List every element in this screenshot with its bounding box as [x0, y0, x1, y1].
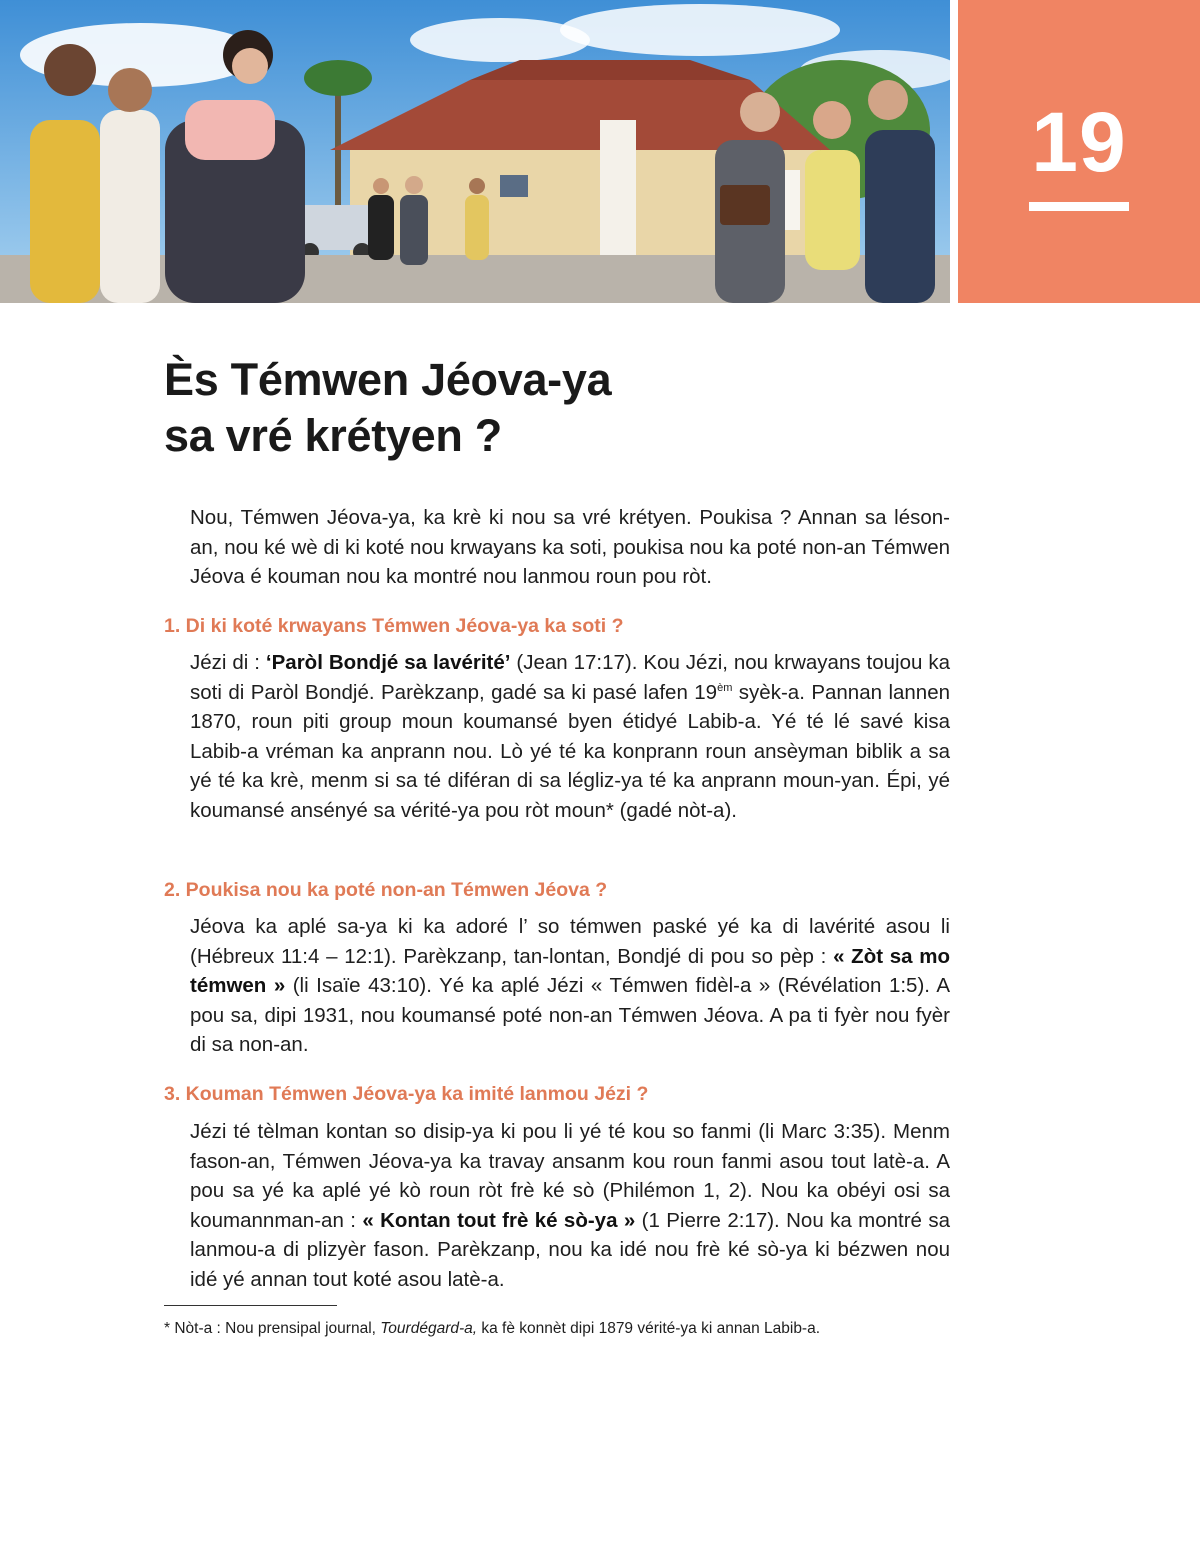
section-3-text-a: Jézi té tèlman kontan so disip-ya ki pou li yé té kou so fanmi (li Marc 3:35). Menm fason-an, Témwen Jéova-ya ka travay ansanm kou roun fanmi asou tout latè-a. A pou sa yé ka aplé yé kò roun ròt frè ké sò (Philémon 1, 2). Nou ka obéyi osi sa koumannman-an : — [190, 1120, 950, 1232]
section-1-text-b: (Jean 17:17). Kou Jézi, nou krwayans toujou ka soti di Paròl Bondjé. Parèkzanp, gadé sa ki pasé lafen 19 — [190, 651, 950, 704]
footnote — [164, 1318, 820, 1340]
page-title — [164, 352, 611, 464]
section-3-paragraph — [190, 1117, 950, 1294]
section-1-paragraph — [190, 648, 950, 825]
footnote-prefix: * Nòt-a : Nou prensipal journal, — [164, 1320, 381, 1337]
section-1-text-c: syèk-a. Pannan lannen 1870, roun piti group moun koumansé byen étidyé Labib-a. Yé té lé savé kisa Labib-a vréman ka anprann nou. Lò yé té ka konprann roun ansèyman biblik a sa yé té ka krè, menm si sa té diféran di sa légliz-ya té ka anprann moun-yan. Épi, yé koumansé ansényé sa vérité-ya pou ròt moun* (gadé nòt-a). — [190, 680, 950, 822]
section-3-text-b: (1 Pierre 2:17). Nou ka montré sa lanmou-a di plizyèr fason. Parèkzanp, nou ka idé nou frè ké sò-ya ki bézwen nou idé yé annan tout koté asou latè-a. — [190, 1208, 950, 1291]
question-1-heading: 1. Di ki koté krwayans Témwen Jéova-ya ka soti ? — [164, 615, 624, 637]
footnote-journal-title: Tourdégard-a, — [380, 1320, 478, 1337]
title-line-2: sa vré krétyen ? — [164, 410, 502, 461]
header-photo — [0, 0, 950, 303]
section-2-text-a: Jéova ka aplé sa-ya ki ka adoré l’ so témwen paské yé ka di lavérité asou li (Hébreux 11:4 – 12:1). Parèkzanp, tan-lontan, Bondjé di pou so pèp : — [190, 915, 950, 968]
question-2-heading: 2. Poukisa nou ka poté non-an Témwen Jéova ? — [164, 879, 608, 901]
section-2-paragraph — [190, 912, 950, 1060]
footnote-divider — [164, 1305, 337, 1306]
footnote-suffix: ka fè konnèt dipi 1879 vérité-ya ki annan Labib-a. — [477, 1320, 821, 1337]
section-1-ordinal-superscript: èm — [717, 681, 733, 694]
section-3-quote: « Kontan tout frè ké sò-ya » — [362, 1208, 636, 1232]
lesson-number-block — [958, 0, 1200, 303]
section-2-text-b: (li Isaïe 43:10). Yé ka aplé Jézi « Témwen fidèl-a » (Révélation 1:5). A pou sa, dipi 1931, nou koumansé poté non-an Témwen Jéova. A pa ti fyèr nou fyèr di sa non-an. — [190, 974, 950, 1056]
lesson-number-underline — [1029, 202, 1129, 211]
section-1-text-a: Jézi di : — [190, 651, 266, 674]
lesson-number: 19 — [1031, 95, 1127, 189]
question-3-heading: 3. Kouman Témwen Jéova-ya ka imité lanmou Jézi ? — [164, 1083, 649, 1105]
intro-paragraph: Nou, Témwen Jéova-ya, ka krè ki nou sa vré krétyen. Poukisa ? Annan sa léson-an, nou ké wè di ki koté nou krwayans ka soti, poukisa nou ka poté non-an Témwen Jéova é kouman nou ka montré nou lanmou roun pou ròt. — [190, 506, 950, 588]
section-1-quote: ‘Paròl Bondjé sa lavérité’ — [265, 651, 511, 674]
title-line-1: Ès Témwen Jéova-ya — [164, 354, 612, 405]
section-2-quote: « Zòt sa mo témwen » — [190, 944, 950, 997]
